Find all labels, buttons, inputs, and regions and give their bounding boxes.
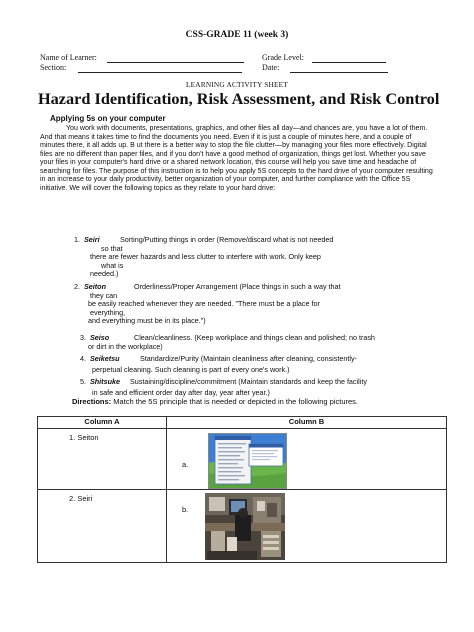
principle-name: Seiketsu [90, 354, 120, 363]
principle-item [74, 236, 100, 245]
principle-line: they can [90, 290, 118, 300]
principle-name: Seiton [84, 282, 106, 291]
directions-label: Directions: [72, 397, 112, 406]
directions-text: Match the 5S principle that is needed or depicted in the following pictures. [111, 397, 358, 406]
principle-line: Orderliness/Proper Arrangement (Place things in such a way that [134, 282, 341, 291]
grade-field[interactable] [312, 62, 386, 63]
date-label: Date: [262, 63, 280, 72]
office-clutter-icon [205, 493, 285, 560]
activity-label: LEARNING ACTIVITY SHEET [185, 80, 288, 89]
principle-line: or dirt in the workplace) [88, 342, 163, 351]
directions [72, 397, 358, 406]
table-cell-b [167, 429, 447, 490]
desktop-window-icon [209, 434, 286, 488]
row-label-a: 1. Seiton [69, 433, 99, 442]
table-cell-b [167, 490, 447, 563]
principle-line: so that [101, 243, 123, 253]
principle-line: needed.) [90, 269, 119, 279]
section-field[interactable] [78, 72, 242, 73]
column-b-header: Column B [167, 417, 447, 429]
table-row [38, 429, 167, 490]
grade-label: Grade Level: [262, 53, 304, 62]
page-title: Hazard Identification, Risk Assessment, and Risk Control [38, 89, 440, 108]
principle-number: 5. [80, 377, 86, 386]
cluttered-office-photo [205, 493, 285, 560]
table-row [38, 490, 167, 563]
computer-screenshot-image [208, 433, 287, 489]
principle-item [80, 378, 120, 387]
principle-line: Standardize/Purity (Maintain cleanliness after cleaning, consistently- [140, 354, 357, 363]
sheet-header: CSS-GRADE 11 (week 3) [185, 30, 289, 40]
row-label-a: 2. Seiri [69, 494, 93, 503]
principle-line: there are fewer hazards and less clutter to interfere with work. Only keep [90, 252, 321, 262]
principle-item [80, 355, 120, 364]
principle-name: Shitsuke [90, 377, 120, 386]
principle-line: perpetual cleaning. Such cleaning is part of every one's work.) [92, 365, 290, 374]
principle-line: and everything must be in its place.") [88, 316, 206, 326]
principle-line: be easily reached whenever they are needed. "There must be a place for [88, 299, 320, 309]
column-a-header: Column A [38, 417, 167, 429]
section-heading: Applying 5s on your computer [50, 114, 166, 123]
principle-line: what is [101, 260, 124, 270]
date-field[interactable] [290, 72, 388, 73]
principle-line: Sorting/Putting things in order (Remove/discard what is not needed [120, 235, 334, 244]
principle-name: Seiso [90, 333, 110, 342]
option-letter: b. [182, 505, 189, 514]
option-letter: a. [182, 460, 189, 469]
principle-name: Seiri [84, 235, 100, 244]
principle-line: in safe and efficient order day after day, year after year.) [92, 388, 270, 397]
principle-number: 2. [74, 282, 80, 291]
name-field[interactable] [107, 62, 244, 63]
section-label: Section: [40, 63, 67, 72]
intro-paragraph: You work with documents, presentations, graphics, and other files all day—and chances are, you have a lot of them. And that means it takes time to find the documents you need. Even if it is just a couple of minutes here, and a couple of minutes there, it all adds up. B ut there is a better way to stop the file clutter—by managing your files more effectively. Digital files are no different than paper files, and if you don't have a good method of organization, things get lost. Whether you save your files in your computer's hard drive or a shared network location, this course will help you save time and headache of searching for files. The purpose of this instruction is to help you apply 5S concepts to the hard drive of your computer resulting in an increase to your daily productivity, better organization of your computer, and further compliance with the Office 5S initiative. We will cover the following topics as they relate to your hard drive: [40, 125, 433, 192]
principle-line: everything, [90, 307, 126, 317]
principle-number: 1. [74, 235, 80, 244]
principle-number: 4. [80, 354, 86, 363]
principle-number: 3. [80, 333, 86, 342]
name-label: Name of Learner: [40, 53, 97, 62]
principle-line: Clean/cleanliness. (Keep workplace and things clean and polished; no trash [134, 333, 375, 342]
matching-table [37, 416, 447, 563]
principle-line: Sustaining/discipline/commitment (Maintain standards and keep the facility [130, 377, 367, 386]
